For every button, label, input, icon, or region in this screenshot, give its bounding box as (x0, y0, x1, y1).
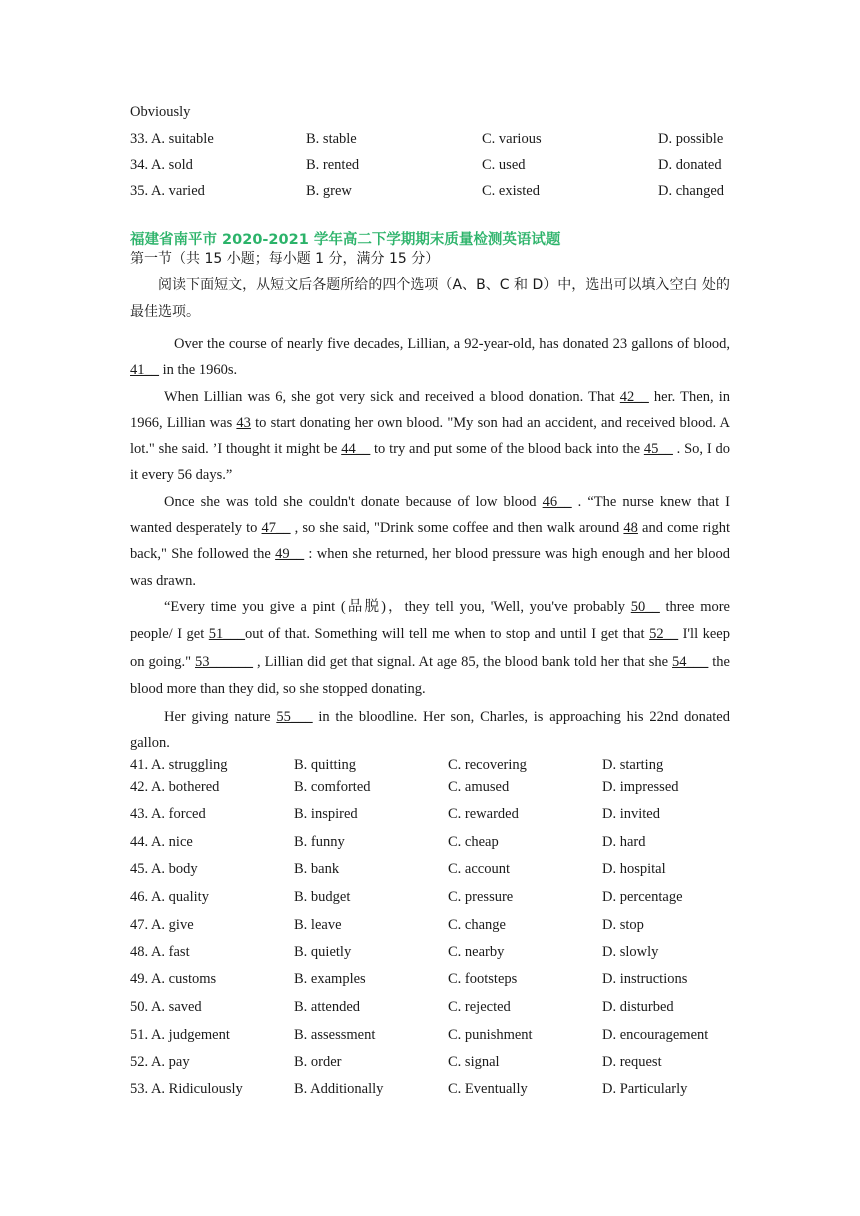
option-b: B. stable (306, 131, 357, 147)
option-c: C. change (448, 917, 506, 933)
option-d: D. request (602, 1054, 662, 1070)
passage-text: Once she was told she couldn't donate because of low blood (164, 493, 543, 510)
option-d: D. Particularly (602, 1081, 688, 1097)
option-d: D. starting (602, 757, 664, 773)
option-b: B. budget (294, 889, 351, 905)
option-c: C. existed (482, 183, 540, 199)
option-c: C. nearby (448, 944, 505, 960)
option-d: D. changed (658, 183, 725, 199)
option-a: 44. A. nice (130, 834, 193, 850)
passage-text: , so she said, "Drink some coffee and then walk around (290, 520, 624, 537)
option-c: C. Eventually (448, 1081, 528, 1097)
option-d: D. encouragement (602, 1027, 709, 1043)
passage-text: three more people/ I get (130, 598, 730, 643)
option-b: B. Additionally (294, 1081, 384, 1097)
blank-51: 51___ (208, 626, 246, 643)
option-d: D. slowly (602, 944, 659, 960)
option-c: C. signal (448, 1054, 500, 1070)
option-d: D. donated (658, 157, 722, 173)
instruction-text: 阅读下面短文，从短文后各题所给的四个选项（A、B、C 和 D）中，选出可以填入空白 处的最佳选项。 (130, 277, 730, 320)
option-a: 43. A. forced (130, 806, 206, 822)
passage-text: , Lillian did get that signal. At age 85, the blood bank told her that she (253, 653, 673, 670)
option-b: B. assessment (294, 1027, 376, 1043)
option-c: C. cheap (448, 834, 499, 850)
passage-paragraph (130, 704, 730, 757)
passage-paragraph (130, 384, 730, 489)
option-d: D. hospital (602, 861, 666, 877)
passage-text: . “The nurse knew that I wanted desperately to (130, 493, 731, 537)
blank-45: 45__ (643, 441, 673, 458)
option-b: B. bank (294, 861, 340, 877)
option-d: D. stop (602, 917, 644, 933)
option-b: B. attended (294, 999, 361, 1015)
option-a: 46. A. quality (130, 889, 209, 905)
option-b: B. quitting (294, 757, 357, 773)
option-c: C. various (482, 131, 542, 147)
passage-text: “Every time you give a pint (品脱)，they tell you, 'Well, you've probably (164, 598, 631, 615)
blank-53: 53______ (195, 653, 254, 670)
option-c: C. rejected (448, 999, 511, 1015)
option-c: C. rewarded (448, 806, 519, 822)
passage-text: Her giving nature (164, 708, 277, 725)
option-a: 42. A. bothered (130, 779, 220, 795)
blank-52: 52__ (649, 626, 679, 643)
passage-text: to try and put some of the blood back into the (370, 441, 644, 458)
option-a: 52. A. pay (130, 1054, 190, 1070)
option-b: B. rented (306, 157, 360, 173)
option-a: 45. A. body (130, 861, 198, 877)
option-a: 51. A. judgement (130, 1027, 230, 1043)
blank-44: 44__ (341, 441, 371, 458)
option-b: B. funny (294, 834, 345, 850)
option-b: B. grew (306, 183, 352, 199)
passage-text: : when she returned, her blood pressure was high enough and her blood was drawn. (130, 546, 730, 589)
carryover-word: Obviously (130, 104, 191, 120)
passage-text: I'll keep on going." (130, 626, 730, 670)
passage-text: to start donating her own blood. "My son had an accident, and received blood. A lot." she said. ’I thought it might be (130, 414, 730, 458)
option-c: C. recovering (448, 757, 527, 773)
blank-49: 49__ (275, 546, 305, 563)
option-a: 41. A. struggling (130, 757, 228, 773)
passage-text: Over the course of nearly five decades, Lillian, a 92-year-old, has donated 23 gallons of blood, (174, 336, 730, 352)
passage-paragraph (130, 594, 730, 704)
option-d: D. possible (658, 131, 724, 147)
passage-text: . So, I do it every 56 days.” (130, 441, 730, 484)
section-subtitle: 第一节（共 15 小题；每小题 1 分，满分 15 分） (130, 251, 440, 267)
option-b: B. examples (294, 971, 366, 987)
passage-text: in the 1960s. (159, 362, 238, 379)
passage-text: out of that. Something will tell me when to stop and until I get that (245, 626, 650, 643)
blank-46: 46__ (542, 493, 572, 510)
option-c: C. footsteps (448, 971, 518, 987)
blank-41: 41__ (130, 362, 159, 379)
blank-48: 48 (623, 520, 638, 537)
cloze-passage (130, 331, 730, 757)
option-c: C. amused (448, 779, 510, 795)
option-a: 53. A. Ridiculously (130, 1081, 243, 1097)
option-b: B. inspired (294, 806, 358, 822)
option-d: D. impressed (602, 779, 679, 795)
option-a: 35. A. varied (130, 183, 205, 199)
option-a: 49. A. customs (130, 971, 217, 987)
option-b: B. comforted (294, 779, 371, 795)
section-title: 福建省南平市 2020-2021 学年高二下学期期末质量检测英语试题 (130, 232, 561, 248)
option-c: C. punishment (448, 1027, 533, 1043)
option-a: 47. A. give (130, 917, 194, 933)
blank-43: 43 (236, 414, 251, 431)
passage-paragraph (130, 489, 730, 594)
option-a: 50. A. saved (130, 999, 202, 1015)
passage-text: and come right back," She followed the (130, 520, 730, 563)
option-d: D. percentage (602, 889, 683, 905)
option-d: D. hard (602, 834, 646, 850)
option-b: B. order (294, 1054, 342, 1070)
blank-54: 54___ (672, 653, 709, 670)
option-d: D. instructions (602, 971, 688, 987)
blank-42: 42__ (619, 388, 649, 405)
option-c: C. account (448, 861, 511, 877)
option-d: D. disturbed (602, 999, 674, 1015)
option-a: 33. A. suitable (130, 131, 214, 147)
option-b: B. quietly (294, 944, 352, 960)
option-c: C. used (482, 157, 526, 173)
passage-text: When Lillian was 6, she got very sick and received a blood donation. That (164, 388, 620, 405)
option-c: C. pressure (448, 889, 514, 905)
passage-paragraph (130, 331, 730, 384)
passage-text: her. Then, in 1966, Lillian was (130, 388, 730, 431)
passage-text: the blood more than they did, so she stopped donating. (130, 653, 730, 698)
option-b: B. leave (294, 917, 342, 933)
blank-55: 55___ (276, 708, 313, 725)
blank-47: 47__ (261, 520, 291, 537)
passage-text: in the bloodline. Her son, Charles, is approaching his 22nd donated gallon. (130, 708, 730, 752)
option-a: 34. A. sold (130, 157, 193, 173)
option-a: 48. A. fast (130, 944, 190, 960)
option-d: D. invited (602, 806, 660, 822)
blank-50: 50__ (630, 598, 660, 615)
